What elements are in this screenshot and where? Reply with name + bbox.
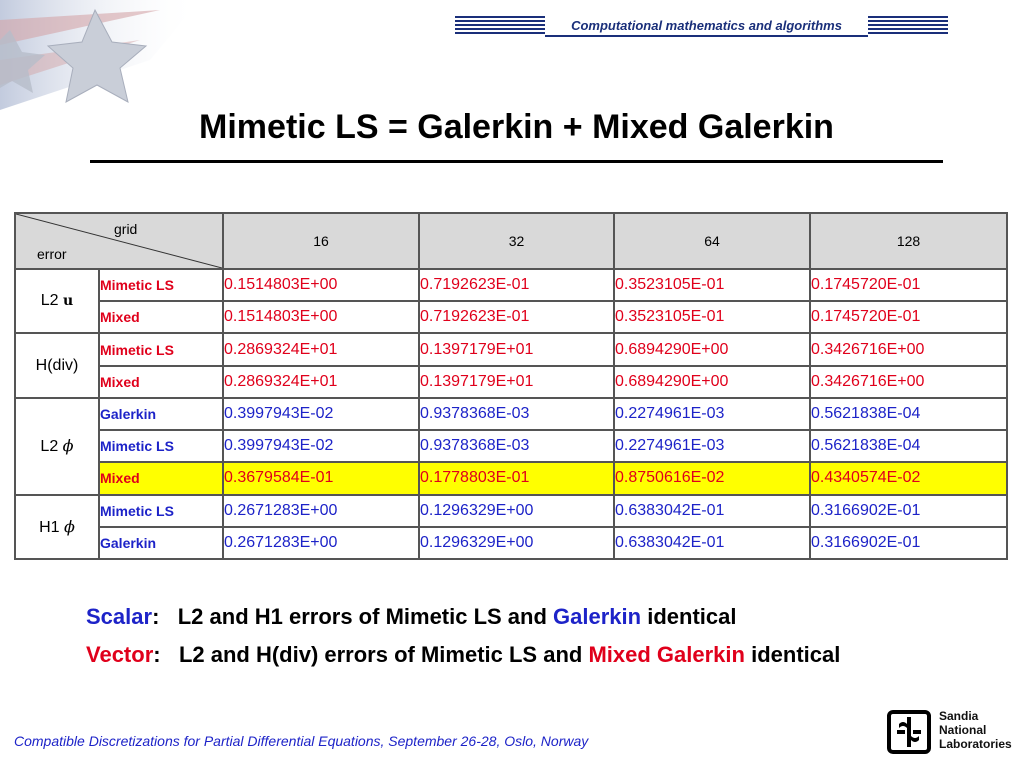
value-cell: 0.3426716E+00: [810, 333, 1007, 365]
scalar-highlight: Galerkin: [553, 604, 642, 629]
value-cell: 0.1514803E+00: [223, 269, 419, 301]
scalar-colon: :: [152, 604, 160, 629]
row-group-label: [15, 269, 99, 333]
value-cell: 0.3426716E+00: [810, 366, 1007, 398]
vector-label: Vector: [86, 642, 154, 667]
method-cell: Mixed: [99, 301, 223, 333]
value-cell: 0.1397179E+01: [419, 366, 614, 398]
column-header: 128: [810, 213, 1007, 269]
table-row: [15, 527, 1007, 559]
table-row: [15, 269, 1007, 301]
value-cell: 0.3166902E-01: [810, 495, 1007, 527]
group-norm-label: H1: [39, 518, 60, 536]
sandia-logo-text: [939, 709, 1012, 751]
title-underline: [90, 160, 943, 163]
section-banner: [455, 15, 948, 37]
value-cell: 0.1514803E+00: [223, 301, 419, 333]
value-cell: 0.3997943E-02: [223, 398, 419, 430]
method-cell: Mimetic LS: [99, 269, 223, 301]
corner-error-label: error: [37, 246, 67, 262]
value-cell: 0.4340574E-02: [810, 462, 1007, 494]
column-header: 16: [223, 213, 419, 269]
method-cell: Mixed: [99, 366, 223, 398]
method-cell: Mimetic LS: [99, 333, 223, 365]
method-cell: Mixed: [99, 462, 223, 494]
value-cell: 0.2869324E+01: [223, 333, 419, 365]
method-cell: Mimetic LS: [99, 495, 223, 527]
value-cell: 0.6383042E-01: [614, 495, 810, 527]
value-cell: 0.3997943E-02: [223, 430, 419, 462]
table-row: [15, 495, 1007, 527]
vector-colon: :: [153, 642, 161, 667]
slide-title: Mimetic LS = Galerkin + Mixed Galerkin: [199, 108, 834, 146]
table-row: [15, 301, 1007, 333]
column-header: 64: [614, 213, 810, 269]
group-variable-symbol: ϕ: [62, 436, 74, 456]
value-cell: 0.2274961E-03: [614, 430, 810, 462]
value-cell: 0.2869324E+01: [223, 366, 419, 398]
remarks: [86, 604, 840, 680]
value-cell: 0.1745720E-01: [810, 269, 1007, 301]
vector-tail: identical: [751, 642, 841, 667]
corner-header: [15, 213, 223, 269]
value-cell: 0.2274961E-03: [614, 398, 810, 430]
banner-lines-left: [455, 15, 545, 37]
logo-line: Laboratories: [939, 737, 1012, 751]
group-variable-symbol: u: [63, 293, 74, 310]
value-cell: 0.8750616E-02: [614, 462, 810, 494]
group-norm-label: L2: [40, 292, 59, 310]
group-norm-label: L2: [40, 438, 59, 456]
column-header: 32: [419, 213, 614, 269]
vector-highlight: Mixed Galerkin: [588, 642, 745, 667]
scalar-label: Scalar: [86, 604, 153, 629]
row-group-label: [15, 398, 99, 495]
banner-lines-right: [868, 15, 948, 37]
value-cell: 0.7192623E-01: [419, 269, 614, 301]
sandia-logo-mark-icon: [887, 710, 931, 754]
table-row: [15, 398, 1007, 430]
vector-text: L2 and H(div) errors of Mimetic LS and: [178, 642, 583, 667]
table-row: [15, 366, 1007, 398]
value-cell: 0.3523105E-01: [614, 269, 810, 301]
value-cell: 0.1397179E+01: [419, 333, 614, 365]
row-group-label: [15, 495, 99, 559]
vector-remark: [86, 642, 840, 668]
logo-line: Sandia: [939, 709, 979, 723]
table-row: [15, 462, 1007, 494]
value-cell: 0.9378368E-03: [419, 398, 614, 430]
banner-text: Computational mathematics and algorithms: [545, 15, 868, 37]
value-cell: 0.3166902E-01: [810, 527, 1007, 559]
scalar-text: L2 and H1 errors of Mimetic LS and: [177, 604, 547, 629]
logo-line: National: [939, 723, 987, 737]
footer-text: Compatible Discretizations for Partial Differential Equations, September 26-28, Oslo, Norway: [14, 733, 589, 749]
value-cell: 0.6894290E+00: [614, 366, 810, 398]
value-cell: 0.3679584E-01: [223, 462, 419, 494]
value-cell: 0.1778803E-01: [419, 462, 614, 494]
error-table: [14, 212, 1008, 560]
scalar-remark: [86, 604, 840, 630]
value-cell: 0.1296329E+00: [419, 495, 614, 527]
table-row: [15, 430, 1007, 462]
value-cell: 0.2671283E+00: [223, 527, 419, 559]
value-cell: 0.5621838E-04: [810, 430, 1007, 462]
row-group-label: [15, 333, 99, 397]
value-cell: 0.3523105E-01: [614, 301, 810, 333]
table-row: [15, 333, 1007, 365]
value-cell: 0.6894290E+00: [614, 333, 810, 365]
method-cell: Galerkin: [99, 398, 223, 430]
method-cell: Mimetic LS: [99, 430, 223, 462]
scalar-tail: identical: [647, 604, 737, 629]
value-cell: 0.2671283E+00: [223, 495, 419, 527]
value-cell: 0.1745720E-01: [810, 301, 1007, 333]
group-norm-label: H(div): [35, 356, 79, 374]
sandia-logo: [887, 708, 1015, 758]
value-cell: 0.1296329E+00: [419, 527, 614, 559]
value-cell: 0.7192623E-01: [419, 301, 614, 333]
value-cell: 0.6383042E-01: [614, 527, 810, 559]
group-variable-symbol: ϕ: [64, 516, 75, 536]
value-cell: 0.5621838E-04: [810, 398, 1007, 430]
value-cell: 0.9378368E-03: [419, 430, 614, 462]
method-cell: Galerkin: [99, 527, 223, 559]
corner-grid-label: grid: [114, 221, 138, 237]
